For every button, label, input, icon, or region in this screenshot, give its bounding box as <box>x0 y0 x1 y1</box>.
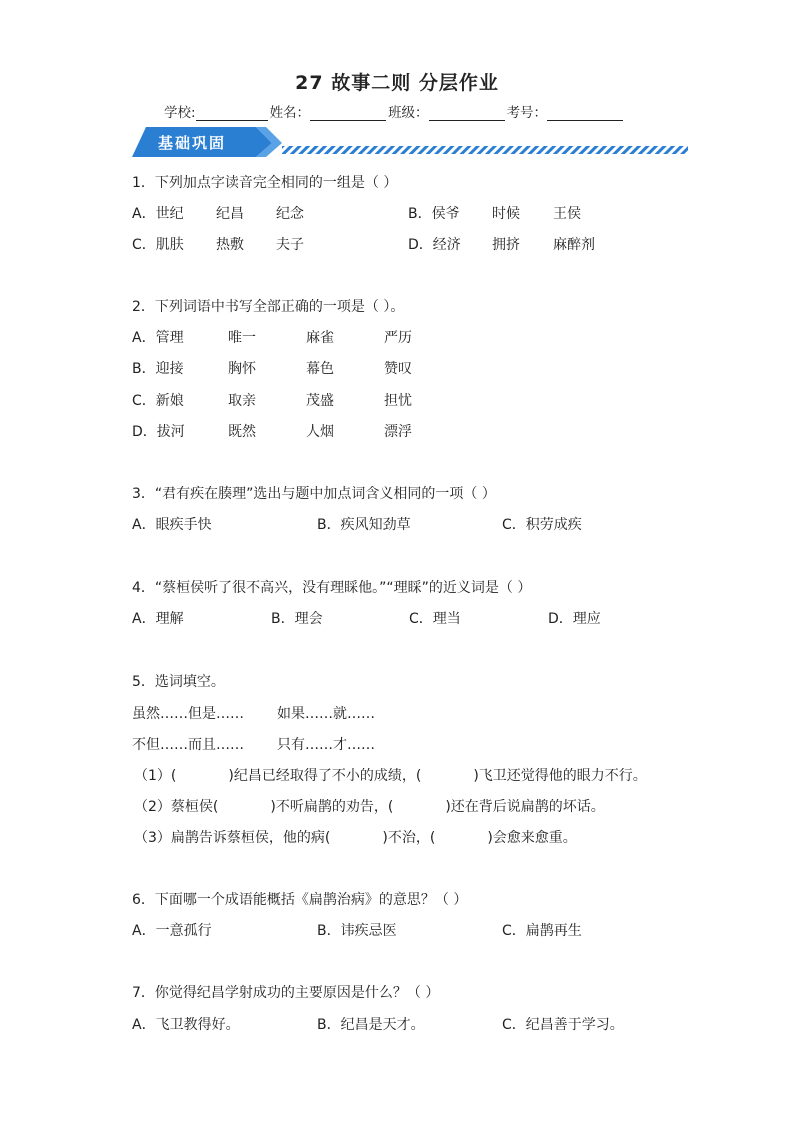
q4-option-b: B．理会 <box>271 611 323 627</box>
q2-option-word: 赞叹 <box>384 361 412 377</box>
q5-item-1 <box>134 765 647 785</box>
q4-option-d: D．理应 <box>548 611 601 627</box>
q1-option-c-word: 热敷 <box>216 237 244 253</box>
question-3-stem: 3．“君有疾在腠理”选出与题中加点词含义相同的一项（ ） <box>132 486 496 502</box>
q5-word-pair: 不但……而且…… <box>132 737 244 753</box>
id-label: 考号： <box>506 105 548 121</box>
question-6-stem: 6．下面哪一个成语能概括《扁鹊治病》的意思？（ ） <box>132 892 468 908</box>
q1-option-d: D．经济 <box>408 237 461 253</box>
q5-item-3 <box>134 827 577 847</box>
banner-label: 基础巩固 <box>157 134 227 152</box>
q3-option-a: A．眼疾手快 <box>132 517 212 533</box>
q5-item-1-suffix: )飞卫还觉得他的眼力不行。 <box>473 768 647 784</box>
q2-option-word: 幕色 <box>306 361 334 377</box>
q7-option-a: A．飞卫教得好。 <box>132 1017 240 1033</box>
q1-option-b: B．侯爷 <box>408 206 460 222</box>
school-blank <box>196 106 268 121</box>
id-blank <box>547 106 623 121</box>
q5-item-3-prefix: （3）扁鹊告诉蔡桓侯，他的病( <box>134 830 331 846</box>
q2-option-word: 胸怀 <box>228 361 256 377</box>
q1-option-a-word: 纪念 <box>276 206 304 222</box>
q5-item-2-suffix: )还在背后说扁鹊的坏话。 <box>445 799 605 815</box>
q1-option-a: A．世纪 <box>132 206 184 222</box>
question-7-stem: 7．你觉得纪昌学射成功的主要原因是什么？（ ） <box>132 985 440 1001</box>
q5-word-pair: 只有……才…… <box>277 737 375 753</box>
name-label: 姓名： <box>269 105 311 121</box>
q2-option-word: 取亲 <box>228 393 256 409</box>
q1-option-a-word: 纪昌 <box>216 206 244 222</box>
q2-option-word: 严历 <box>384 330 412 346</box>
q6-option-b: B．讳疾忌医 <box>317 923 397 939</box>
q5-item-2-mid: )不听扁鹊的劝告，( <box>270 799 394 815</box>
q2-option-a: A．管理 <box>132 330 184 346</box>
q2-option-word: 既然 <box>228 424 256 440</box>
class-label: 班级： <box>388 105 429 121</box>
q2-option-d: D．拔河 <box>132 424 185 440</box>
q2-option-word: 人烟 <box>306 424 334 440</box>
page-title: 27 故事二则 分层作业 <box>295 72 499 94</box>
q5-word-pair: 虽然……但是…… <box>132 706 244 722</box>
q2-option-word: 漂浮 <box>384 424 412 440</box>
q1-option-c: C．肌肤 <box>132 237 184 253</box>
q7-option-b: B．纪昌是天才。 <box>317 1017 425 1033</box>
name-blank <box>310 106 386 121</box>
q4-option-c: C．理当 <box>409 611 461 627</box>
q2-option-word: 茂盛 <box>306 393 334 409</box>
q3-option-c: C．积劳成疾 <box>502 517 582 533</box>
q4-option-a: A．理解 <box>132 611 184 627</box>
section-banner <box>132 125 688 159</box>
student-info-line <box>164 101 625 121</box>
question-5-stem: 5．选词填空。 <box>132 674 225 690</box>
q1-option-d-word: 拥挤 <box>492 237 520 253</box>
q1-option-b-word: 时候 <box>492 206 520 222</box>
q5-item-1-mid: )纪昌已经取得了不小的成绩，( <box>228 768 422 784</box>
q2-option-c: C．新娘 <box>132 393 184 409</box>
class-blank <box>429 106 505 121</box>
q5-item-3-mid: )不治，( <box>382 830 436 846</box>
q2-option-word: 麻雀 <box>306 330 334 346</box>
q5-item-2 <box>134 796 605 816</box>
q3-option-b: B．疾风知劲草 <box>317 517 411 533</box>
q7-option-c: C．纪昌善于学习。 <box>502 1017 624 1033</box>
question-1-stem: 1．下列加点字读音完全相同的一组是（ ） <box>132 175 398 191</box>
q1-option-d-word: 麻醉剂 <box>553 237 595 253</box>
school-label: 学校: <box>164 105 196 121</box>
question-2-stem: 2．下列词语中书写全部正确的一项是（ ）。 <box>132 299 405 315</box>
q5-item-3-suffix: )会愈来愈重。 <box>487 830 577 846</box>
q5-word-pair: 如果……就…… <box>277 706 375 722</box>
q2-option-word: 担忧 <box>384 393 412 409</box>
q6-option-c: C．扁鹊再生 <box>502 923 582 939</box>
question-4-stem: 4．“蔡桓侯听了很不高兴，没有理睬他。”“理睬”的近义词是（ ） <box>132 580 532 596</box>
q2-option-word: 唯一 <box>228 330 256 346</box>
q5-item-1-prefix: （1）( <box>134 768 177 784</box>
q1-option-c-word: 夫子 <box>276 237 304 253</box>
banner-stripe <box>282 146 688 154</box>
q6-option-a: A．一意孤行 <box>132 923 212 939</box>
q1-option-b-word: 王侯 <box>553 206 581 222</box>
q5-item-2-prefix: （2）蔡桓侯( <box>134 799 219 815</box>
q2-option-b: B．迎接 <box>132 361 184 377</box>
